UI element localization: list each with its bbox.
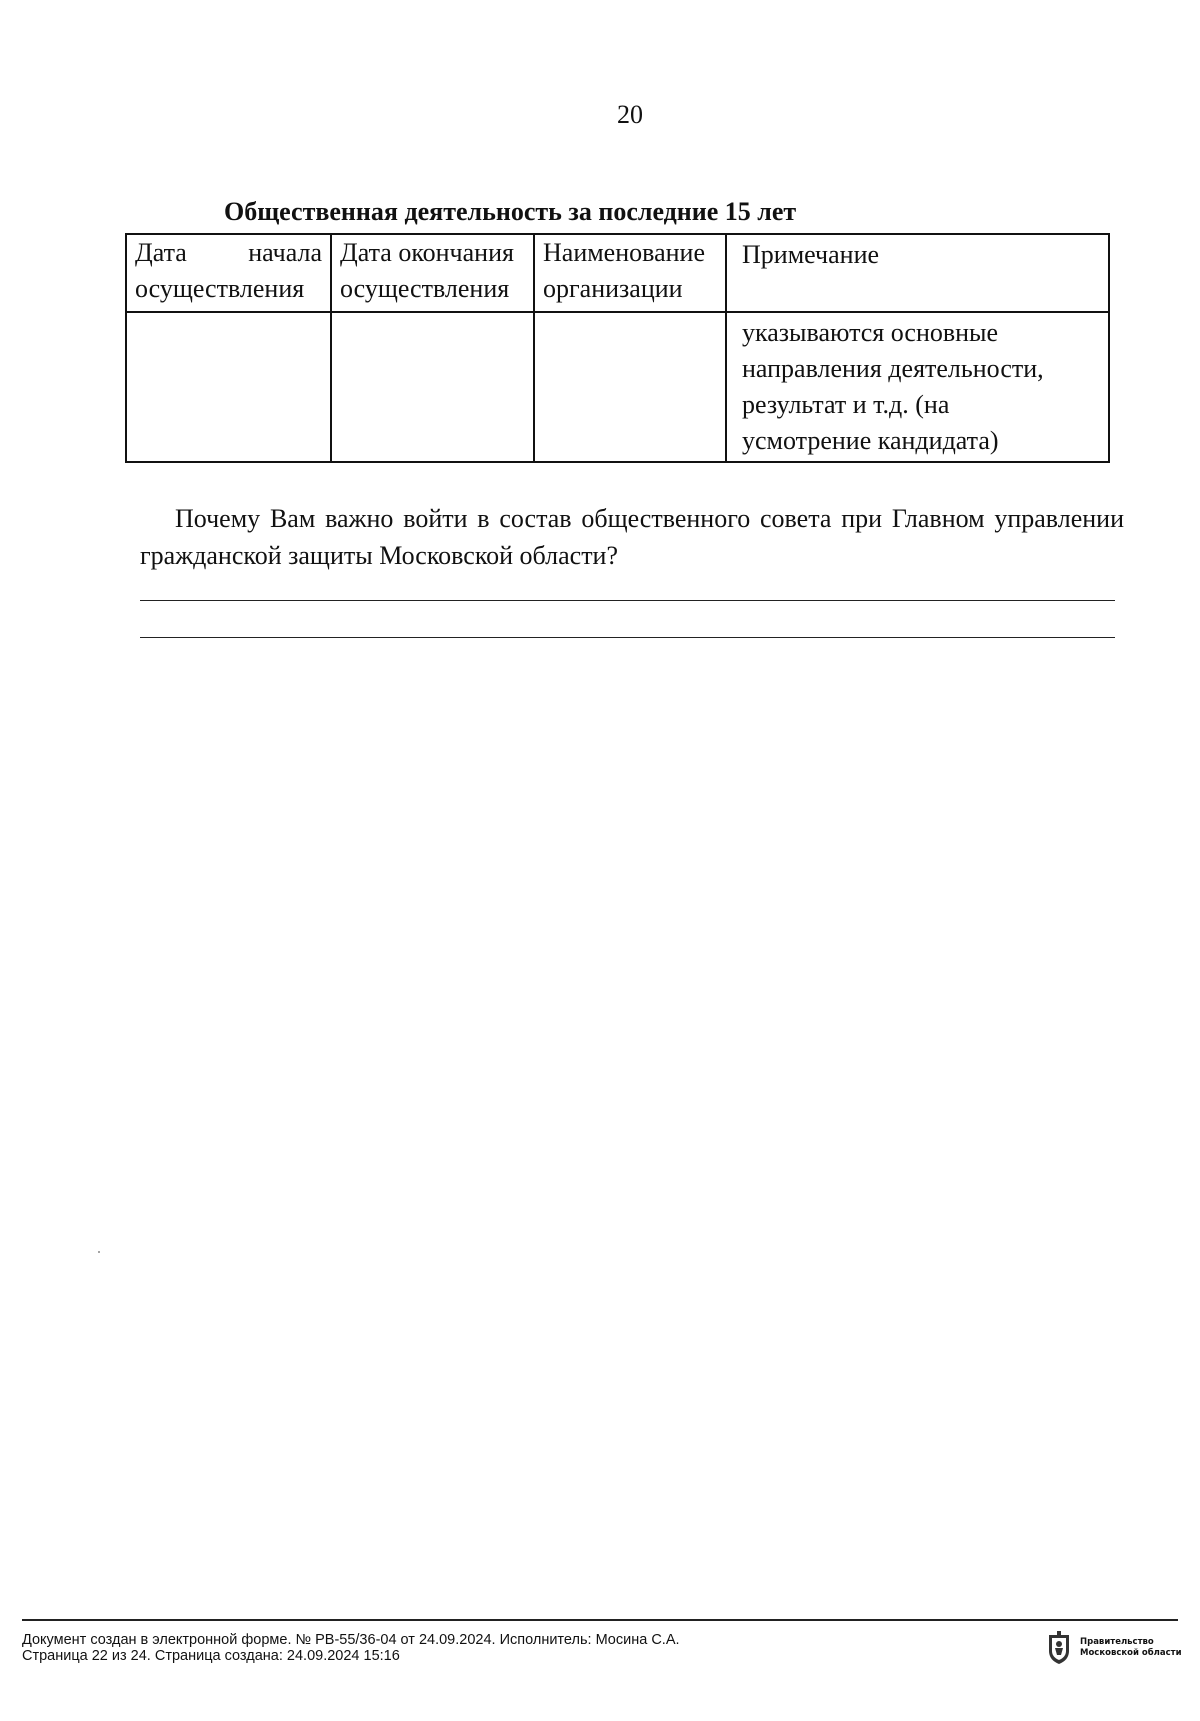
- footer-document-info: Документ создан в электронной форме. № РВ-55/36-04 от 24.09.2024. Исполнитель: Мосина С.А.: [22, 1632, 680, 1648]
- header-organization-line2: организации: [543, 274, 683, 303]
- cell-organization: [534, 312, 726, 462]
- note-line-4: усмотрение кандидата): [742, 426, 999, 455]
- header-organization: [534, 234, 726, 312]
- cell-end-date: [331, 312, 534, 462]
- cell-start-date: [126, 312, 331, 462]
- government-logo: [1046, 1631, 1182, 1665]
- scan-dot: [98, 1251, 100, 1253]
- header-end-date-line2: осуществления: [340, 274, 510, 303]
- public-activity-table: [125, 233, 1110, 463]
- table-row: [126, 312, 1109, 462]
- header-start-date-line1: Дата начала: [135, 238, 322, 267]
- footer-text: [22, 1632, 680, 1664]
- header-start-date: [126, 234, 331, 312]
- coat-of-arms-icon: [1046, 1631, 1072, 1665]
- header-end-date-line1: Дата окончания: [340, 238, 514, 267]
- government-name-line2: Московской области: [1080, 1648, 1182, 1658]
- answer-line-1: [140, 600, 1115, 601]
- government-name: [1080, 1637, 1182, 1659]
- government-name-line1: Правительство: [1080, 1637, 1154, 1647]
- note-line-2: направления деятельности,: [742, 354, 1044, 383]
- page-number: 20: [617, 100, 643, 129]
- header-end-date: [331, 234, 534, 312]
- answer-line-2: [140, 637, 1115, 638]
- footer-divider: [22, 1619, 1178, 1621]
- cell-note: [726, 312, 1109, 462]
- note-line-1: указываются основные: [742, 318, 999, 347]
- question-text: Почему Вам важно войти в состав общественного совета при Главном управлении гражданской защиты Московской области?: [140, 504, 1124, 570]
- header-note: [726, 234, 1109, 312]
- section-title: Общественная деятельность за последние 15 лет: [224, 197, 797, 226]
- table-header-row: [126, 234, 1109, 312]
- footer-page-info: Страница 22 из 24. Страница создана: 24.09.2024 15:16: [22, 1648, 400, 1664]
- header-organization-line1: Наименование: [543, 238, 705, 267]
- note-line-3: результат и т.д. (на: [742, 390, 950, 419]
- header-start-date-line2: осуществления: [135, 274, 305, 303]
- header-note-line1: Примечание: [742, 240, 880, 269]
